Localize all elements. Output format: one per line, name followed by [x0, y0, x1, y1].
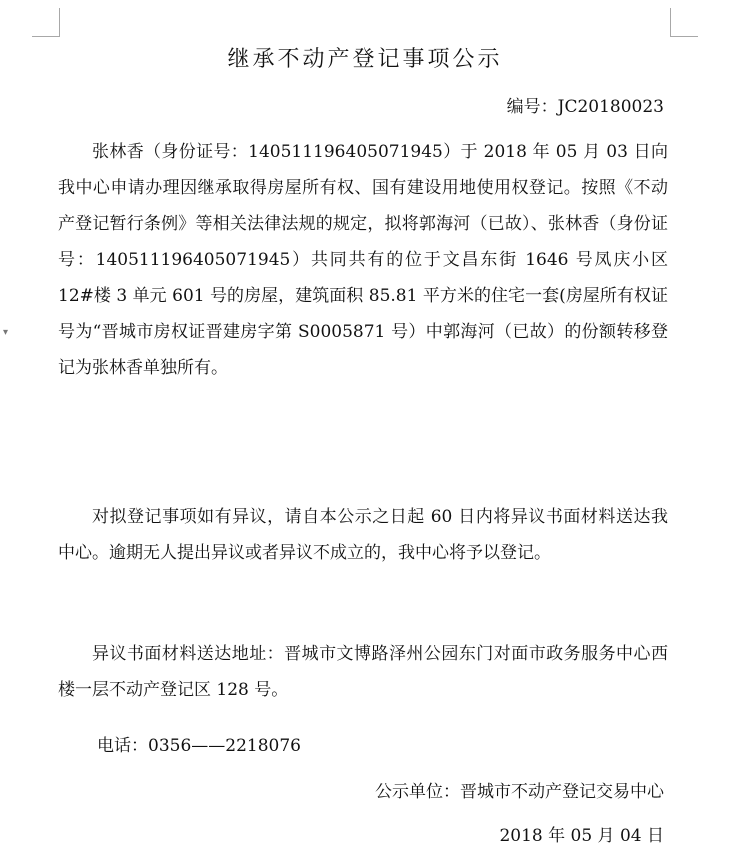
crop-mark-top-right-vertical — [670, 8, 671, 37]
crop-mark-top-left-horizontal — [32, 36, 60, 37]
document-number: 编号：JC20180023 — [506, 97, 664, 117]
main-paragraph: 张林香（身份证号：140511196405071945）于 2018 年 05 月 03 日向我中心申请办理因继承取得房屋所有权、国有建设用地使用权登记。按照《不动产登记暂行条例》等相关法律法规的规定，拟将郭海河（已故）、张林香（身份证号：140511196405071945）共同共有的位于文昌东街 1646 号凤庆小区 12#楼 3 单元 601 号的房屋，建筑面积 85.81 平方米的住宅一套(房屋所有权证号为“晋城市房权证晋建房字第 S0005871 号）中郭海河（已故）的份额转移登记为张林香单独所有。 — [58, 142, 668, 378]
page-title: 继承不动产登记事项公示 — [227, 47, 503, 72]
crop-mark-top-right-horizontal — [670, 36, 698, 37]
phone-line: 电话：0356——2218076 — [97, 736, 301, 756]
date-line: 2018 年 05 月 04 日 — [499, 826, 664, 846]
publisher-line: 公示单位：晋城市不动产登记交易中心 — [375, 782, 664, 802]
address-paragraph: 异议书面材料送达地址：晋城市文博路泽州公园东门对面市政务服务中心西楼一层不动产登记区 128 号。 — [58, 644, 668, 700]
objection-paragraph: 对拟登记事项如有异议，请自本公示之日起 60 日内将异议书面材料送达我中心。逾期无人提出异议或者异议不成立的，我中心将予以登记。 — [58, 507, 668, 563]
paragraph-marker-icon: ▾ — [3, 327, 9, 338]
crop-mark-top-left-vertical — [59, 8, 60, 37]
